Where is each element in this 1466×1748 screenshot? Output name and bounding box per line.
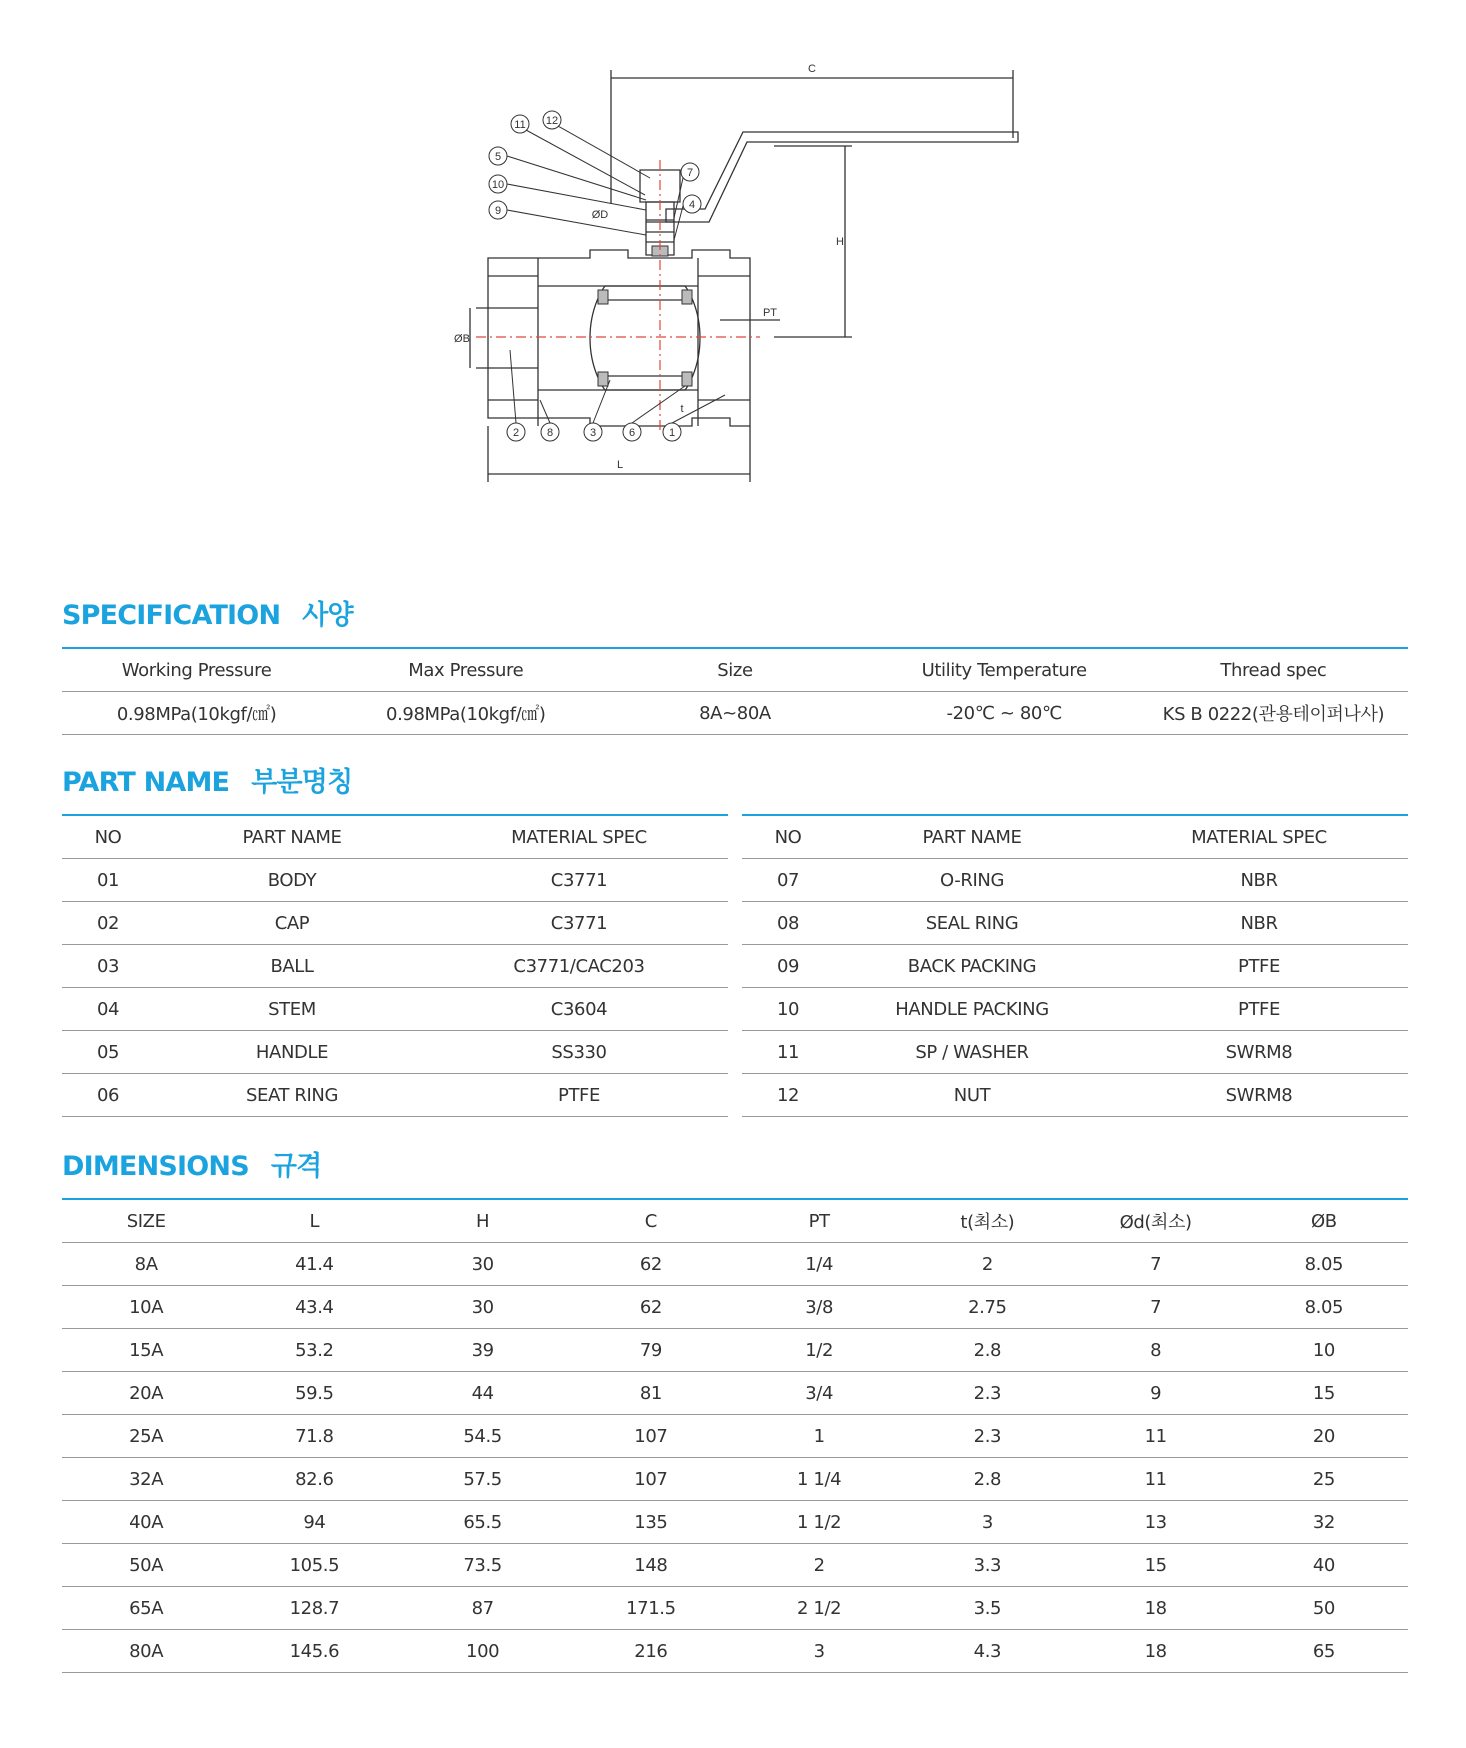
- material-spec-cell: C3771: [430, 859, 728, 902]
- part-no-cell: 06: [62, 1074, 154, 1117]
- dimensions-header-cell: C: [567, 1199, 735, 1243]
- svg-text:4: 4: [688, 199, 696, 211]
- part-name-cell: BACK PACKING: [834, 945, 1110, 988]
- dimensions-cell: 40: [1240, 1544, 1408, 1587]
- specification-title: [62, 595, 1408, 637]
- spec-value-max-pressure: 0.98MPa(10kgf/㎠): [331, 692, 600, 735]
- part-name-cell: CAP: [154, 902, 430, 945]
- spec-header-working-pressure: Working Pressure: [62, 648, 331, 692]
- dimensions-row: [62, 1458, 1408, 1501]
- dimensions-cell: 1/2: [735, 1329, 903, 1372]
- specification-table: [62, 647, 1408, 735]
- dimensions-cell: 13: [1072, 1501, 1240, 1544]
- dimensions-cell: 3/8: [735, 1286, 903, 1329]
- callout-2: [507, 350, 525, 441]
- dimensions-cell: 2: [735, 1544, 903, 1587]
- dimensions-cell: 8.05: [1240, 1243, 1408, 1286]
- part-row: [742, 1031, 1408, 1074]
- dimensions-cell: 216: [567, 1630, 735, 1673]
- dimensions-cell: 50A: [62, 1544, 230, 1587]
- dimensions-cell: 62: [567, 1243, 735, 1286]
- dimensions-cell: 30: [399, 1286, 567, 1329]
- part-row: [742, 945, 1408, 988]
- dimensions-cell: 25A: [62, 1415, 230, 1458]
- part-row: [62, 945, 728, 988]
- material-spec-cell: PTFE: [1110, 988, 1408, 1031]
- part-no-cell: 09: [742, 945, 834, 988]
- dimensions-cell: 53.2: [230, 1329, 398, 1372]
- svg-text:8: 8: [546, 427, 554, 439]
- dimensions-header-cell: ØB: [1240, 1199, 1408, 1243]
- dimensions-cell: 100: [399, 1630, 567, 1673]
- dimensions-cell: 65A: [62, 1587, 230, 1630]
- svg-text:11: 11: [514, 119, 526, 131]
- dimensions-cell: 7: [1072, 1243, 1240, 1286]
- material-spec-cell: SS330: [430, 1031, 728, 1074]
- material-spec-cell: SWRM8: [1110, 1031, 1408, 1074]
- material-spec-cell: C3604: [430, 988, 728, 1031]
- dimensions-table: [62, 1198, 1408, 1673]
- dimensions-cell: 54.5: [399, 1415, 567, 1458]
- svg-text:10: 10: [491, 179, 505, 191]
- dimensions-cell: 11: [1072, 1458, 1240, 1501]
- dimensions-cell: 94: [230, 1501, 398, 1544]
- dimensions-header-cell: SIZE: [62, 1199, 230, 1243]
- valve-technical-drawing: [440, 50, 1040, 490]
- dimensions-header-cell: Ød(최소): [1072, 1199, 1240, 1243]
- part-name-cell: STEM: [154, 988, 430, 1031]
- dimensions-row: [62, 1630, 1408, 1673]
- dimensions-cell: 32: [1240, 1501, 1408, 1544]
- specification-title-en: SPECIFICATION: [62, 600, 281, 631]
- dimensions-cell: 80A: [62, 1630, 230, 1673]
- callout-11: [511, 115, 645, 195]
- svg-text:2: 2: [512, 427, 520, 439]
- part-header-no: NO: [742, 815, 834, 859]
- spec-value-working-pressure: 0.98MPa(10kgf/㎠): [62, 692, 331, 735]
- material-spec-cell: C3771: [430, 902, 728, 945]
- dimensions-cell: 3: [903, 1501, 1071, 1544]
- part-row: [62, 988, 728, 1031]
- part-no-cell: 04: [62, 988, 154, 1031]
- dimensions-cell: 87: [399, 1587, 567, 1630]
- dimensions-cell: 148: [567, 1544, 735, 1587]
- material-spec-cell: NBR: [1110, 902, 1408, 945]
- dimensions-cell: 3/4: [735, 1372, 903, 1415]
- dimensions-cell: 1: [735, 1415, 903, 1458]
- svg-text:7: 7: [686, 167, 694, 179]
- part-name-cell: SP / WASHER: [834, 1031, 1110, 1074]
- dimensions-cell: 57.5: [399, 1458, 567, 1501]
- specification-value-row: [62, 692, 1408, 735]
- dimensions-header-cell: PT: [735, 1199, 903, 1243]
- svg-text:5: 5: [494, 151, 502, 163]
- dimensions-cell: 3: [735, 1630, 903, 1673]
- dimensions-cell: 9: [1072, 1372, 1240, 1415]
- dimensions-cell: 1/4: [735, 1243, 903, 1286]
- svg-text:9: 9: [494, 205, 502, 217]
- dimensions-cell: 65.5: [399, 1501, 567, 1544]
- dimensions-cell: 3.3: [903, 1544, 1071, 1587]
- part-name-cell: HANDLE: [154, 1031, 430, 1074]
- dim-label-d: ØD: [591, 209, 609, 221]
- part-row: [742, 1074, 1408, 1117]
- dimensions-header-row: [62, 1199, 1408, 1243]
- dimensions-cell: 50: [1240, 1587, 1408, 1630]
- dim-label-b: ØB: [454, 333, 470, 345]
- part-no-cell: 03: [62, 945, 154, 988]
- part-row: [62, 1074, 728, 1117]
- part-row: [742, 902, 1408, 945]
- dimensions-row: [62, 1243, 1408, 1286]
- dimensions-cell: 32A: [62, 1458, 230, 1501]
- part-name-header-row: [62, 815, 728, 859]
- dimensions-cell: 18: [1072, 1587, 1240, 1630]
- dimensions-cell: 40A: [62, 1501, 230, 1544]
- dimensions-row: [62, 1544, 1408, 1587]
- dimensions-cell: 8: [1072, 1329, 1240, 1372]
- dimensions-row: [62, 1501, 1408, 1544]
- part-header-material-spec: MATERIAL SPEC: [1110, 815, 1408, 859]
- dimensions-title-en: DIMENSIONS: [62, 1151, 249, 1182]
- part-name-table-right: [742, 814, 1408, 1117]
- part-row: [62, 1031, 728, 1074]
- dimensions-cell: 105.5: [230, 1544, 398, 1587]
- dimensions-cell: 20A: [62, 1372, 230, 1415]
- dimensions-header-cell: H: [399, 1199, 567, 1243]
- dimensions-row: [62, 1372, 1408, 1415]
- part-name-section: [62, 762, 1408, 1117]
- dimensions-cell: 82.6: [230, 1458, 398, 1501]
- material-spec-cell: NBR: [1110, 859, 1408, 902]
- part-no-cell: 07: [742, 859, 834, 902]
- dimensions-cell: 41.4: [230, 1243, 398, 1286]
- part-no-cell: 12: [742, 1074, 834, 1117]
- part-no-cell: 11: [742, 1031, 834, 1074]
- dimensions-cell: 1 1/2: [735, 1501, 903, 1544]
- dimensions-header-cell: L: [230, 1199, 398, 1243]
- dimensions-cell: 15: [1240, 1372, 1408, 1415]
- material-spec-cell: C3771/CAC203: [430, 945, 728, 988]
- specification-section: [62, 595, 1408, 735]
- part-row: [62, 859, 728, 902]
- dimensions-cell: 107: [567, 1415, 735, 1458]
- dimensions-row: [62, 1415, 1408, 1458]
- dimensions-cell: 7: [1072, 1286, 1240, 1329]
- dimensions-cell: 2.8: [903, 1458, 1071, 1501]
- part-header-no: NO: [62, 815, 154, 859]
- dimensions-cell: 30: [399, 1243, 567, 1286]
- callout-8: [540, 400, 559, 441]
- part-name-title: [62, 762, 1408, 804]
- dimensions-cell: 128.7: [230, 1587, 398, 1630]
- part-no-cell: 10: [742, 988, 834, 1031]
- material-spec-cell: PTFE: [1110, 945, 1408, 988]
- dimensions-cell: 135: [567, 1501, 735, 1544]
- part-name-cell: NUT: [834, 1074, 1110, 1117]
- dim-label-pt: PT: [762, 307, 778, 319]
- specification-header-row: [62, 648, 1408, 692]
- dimensions-cell: 2 1/2: [735, 1587, 903, 1630]
- dimensions-cell: 107: [567, 1458, 735, 1501]
- part-no-cell: 02: [62, 902, 154, 945]
- dimensions-cell: 8A: [62, 1243, 230, 1286]
- part-row: [62, 902, 728, 945]
- dimensions-row: [62, 1329, 1408, 1372]
- part-name-title-en: PART NAME: [62, 767, 230, 798]
- callout-3: [584, 380, 610, 441]
- part-name-cell: O-RING: [834, 859, 1110, 902]
- dimensions-cell: 1 1/4: [735, 1458, 903, 1501]
- dimensions-cell: 65: [1240, 1630, 1408, 1673]
- part-no-cell: 05: [62, 1031, 154, 1074]
- dimensions-cell: 2.8: [903, 1329, 1071, 1372]
- dim-label-h: H: [836, 236, 844, 248]
- dimensions-cell: 73.5: [399, 1544, 567, 1587]
- spec-value-thread-spec: KS B 0222(관용테이퍼나사): [1139, 692, 1408, 735]
- dimensions-cell: 25: [1240, 1458, 1408, 1501]
- spec-header-size: Size: [600, 648, 869, 692]
- part-header-part-name: PART NAME: [834, 815, 1110, 859]
- svg-text:1: 1: [668, 427, 676, 439]
- material-spec-cell: SWRM8: [1110, 1074, 1408, 1117]
- dimensions-cell: 39: [399, 1329, 567, 1372]
- part-header-material-spec: MATERIAL SPEC: [430, 815, 728, 859]
- dimensions-cell: 145.6: [230, 1630, 398, 1673]
- dimensions-cell: 18: [1072, 1630, 1240, 1673]
- specification-title-ko: 사양: [302, 600, 353, 631]
- dimensions-cell: 79: [567, 1329, 735, 1372]
- dimensions-cell: 2: [903, 1243, 1071, 1286]
- svg-text:3: 3: [589, 427, 597, 439]
- part-name-cell: BODY: [154, 859, 430, 902]
- dim-label-t: t: [680, 403, 684, 415]
- dimensions-cell: 20: [1240, 1415, 1408, 1458]
- svg-text:6: 6: [628, 427, 636, 439]
- dim-label-c: C: [808, 63, 816, 75]
- dimensions-cell: 8.05: [1240, 1286, 1408, 1329]
- dimensions-cell: 62: [567, 1286, 735, 1329]
- dim-label-l: L: [616, 459, 624, 471]
- dimensions-cell: 71.8: [230, 1415, 398, 1458]
- dimensions-row: [62, 1587, 1408, 1630]
- dimensions-cell: 4.3: [903, 1630, 1071, 1673]
- part-name-cell: SEAT RING: [154, 1074, 430, 1117]
- callout-5: [489, 147, 646, 200]
- spec-header-max-pressure: Max Pressure: [331, 648, 600, 692]
- material-spec-cell: PTFE: [430, 1074, 728, 1117]
- dimensions-cell: 2.3: [903, 1372, 1071, 1415]
- part-name-cell: HANDLE PACKING: [834, 988, 1110, 1031]
- dimensions-cell: 15A: [62, 1329, 230, 1372]
- svg-text:12: 12: [545, 115, 559, 127]
- part-name-cell: BALL: [154, 945, 430, 988]
- spec-value-utility-temperature: -20℃ ~ 80℃: [870, 692, 1139, 735]
- dimensions-cell: 10A: [62, 1286, 230, 1329]
- dimensions-row: [62, 1286, 1408, 1329]
- part-row: [742, 859, 1408, 902]
- dimensions-title-ko: 규격: [270, 1151, 322, 1182]
- dimensions-cell: 59.5: [230, 1372, 398, 1415]
- dimensions-cell: 11: [1072, 1415, 1240, 1458]
- dimensions-title: [62, 1146, 1408, 1188]
- dimensions-cell: 43.4: [230, 1286, 398, 1329]
- dimensions-cell: 44: [399, 1372, 567, 1415]
- spec-value-size: 8A~80A: [600, 692, 869, 735]
- part-name-title-ko: 부분명칭: [251, 767, 353, 798]
- part-no-cell: 08: [742, 902, 834, 945]
- dimensions-cell: 15: [1072, 1544, 1240, 1587]
- part-no-cell: 01: [62, 859, 154, 902]
- part-row: [742, 988, 1408, 1031]
- dimensions-section: [62, 1146, 1408, 1673]
- dimensions-cell: 81: [567, 1372, 735, 1415]
- part-name-header-row: [742, 815, 1408, 859]
- dimensions-cell: 2.3: [903, 1415, 1071, 1458]
- spec-header-utility-temperature: Utility Temperature: [870, 648, 1139, 692]
- dimensions-cell: 3.5: [903, 1587, 1071, 1630]
- part-header-part-name: PART NAME: [154, 815, 430, 859]
- dimensions-cell: 10: [1240, 1329, 1408, 1372]
- spec-header-thread-spec: Thread spec: [1139, 648, 1408, 692]
- dimensions-cell: 171.5: [567, 1587, 735, 1630]
- dimensions-cell: 2.75: [903, 1286, 1071, 1329]
- part-name-cell: SEAL RING: [834, 902, 1110, 945]
- part-name-table-left: [62, 814, 728, 1117]
- dimensions-header-cell: t(최소): [903, 1199, 1071, 1243]
